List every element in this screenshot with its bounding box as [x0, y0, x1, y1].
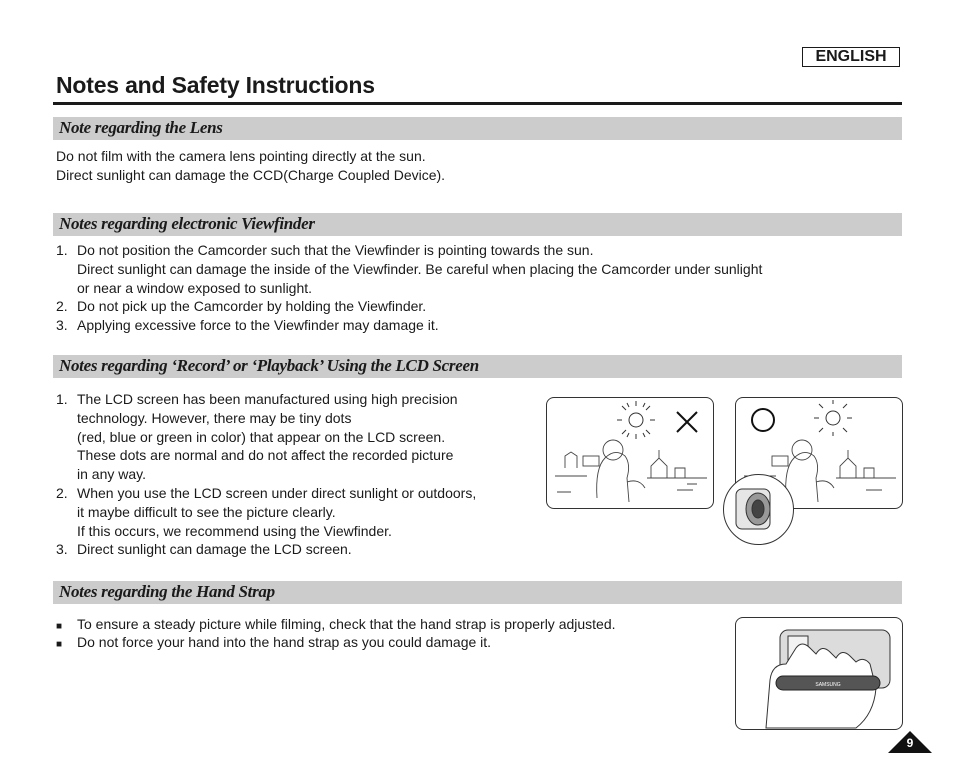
- item-number: 2.: [56, 298, 68, 314]
- page-number: 9: [906, 736, 914, 750]
- item-line: If this occurs, we recommend using the Viewfinder.: [77, 522, 392, 539]
- item-line: technology. However, there may be tiny dots: [77, 409, 352, 426]
- item-line: These dots are normal and do not affect the recorded picture: [77, 447, 454, 464]
- strap-brand-label: SAMSUNG: [815, 682, 841, 688]
- illustration-hand-strap: [735, 617, 903, 730]
- section-heading-viewfinder: [53, 213, 902, 236]
- item-line: it maybe difficult to see the picture clearly.: [77, 503, 336, 520]
- circle-mark-icon: [752, 409, 774, 431]
- square-bullet-icon: ■: [56, 621, 63, 632]
- item-line: Direct sunlight can damage the inside of the Viewfinder. Be careful when placing the Camcorder under sunlight: [77, 260, 763, 277]
- section-heading-lens: [53, 117, 902, 140]
- cross-mark-icon: [677, 412, 697, 432]
- item-number: 3.: [56, 541, 68, 557]
- viewfinder-closeup-drawing: [724, 475, 793, 544]
- page-title: Notes and Safety Instructions: [56, 72, 375, 98]
- item-line: The LCD screen has been manufactured using high precision: [77, 391, 458, 407]
- bullet-text: To ensure a steady picture while filming, check that the hand strap is properly adjusted.: [77, 616, 616, 632]
- section-heading-text: Notes regarding electronic Viewfinder: [59, 214, 315, 233]
- item-line: Applying excessive force to the Viewfinder may damage it.: [77, 317, 439, 333]
- section-heading-text: Notes regarding ‘Record’ or ‘Playback’ Using the LCD Screen: [59, 356, 479, 375]
- language-badge: ENGLISH: [802, 47, 900, 67]
- viewfinder-closeup-inset: [723, 474, 794, 545]
- section-heading-text: Notes regarding the Hand Strap: [59, 582, 275, 601]
- item-number: 2.: [56, 485, 68, 501]
- item-line: Do not pick up the Camcorder by holding the Viewfinder.: [77, 298, 427, 314]
- illustration-incorrect-drawing: [547, 398, 713, 508]
- item-line: When you use the LCD screen under direct sunlight or outdoors,: [77, 485, 477, 501]
- item-number: 1.: [56, 391, 68, 407]
- section-heading-lcd: [53, 355, 902, 378]
- section-heading-text: Note regarding the Lens: [59, 118, 223, 137]
- item-number: 3.: [56, 317, 68, 333]
- hand-strap-drawing: [736, 618, 902, 729]
- bullet-text: Do not force your hand into the hand strap as you could damage it.: [77, 634, 492, 650]
- item-line: Do not position the Camcorder such that the Viewfinder is pointing towards the sun.: [77, 242, 594, 258]
- item-line: (red, blue or green in color) that appear on the LCD screen.: [77, 428, 446, 445]
- item-line: or near a window exposed to sunlight.: [77, 279, 313, 296]
- square-bullet-icon: ■: [56, 639, 63, 650]
- title-rule: [53, 102, 902, 105]
- section-heading-hand-strap: [53, 581, 902, 604]
- item-line: in any way.: [77, 466, 146, 483]
- lens-line-1: Do not film with the camera lens pointing directly at the sun.: [56, 148, 426, 164]
- item-number: 1.: [56, 242, 68, 258]
- illustration-incorrect-sunlight: [546, 397, 714, 509]
- lens-line-2: Direct sunlight can damage the CCD(Charge Coupled Device).: [56, 167, 446, 183]
- item-line: Direct sunlight can damage the LCD screen.: [77, 541, 352, 557]
- page-number-tab: [888, 731, 932, 753]
